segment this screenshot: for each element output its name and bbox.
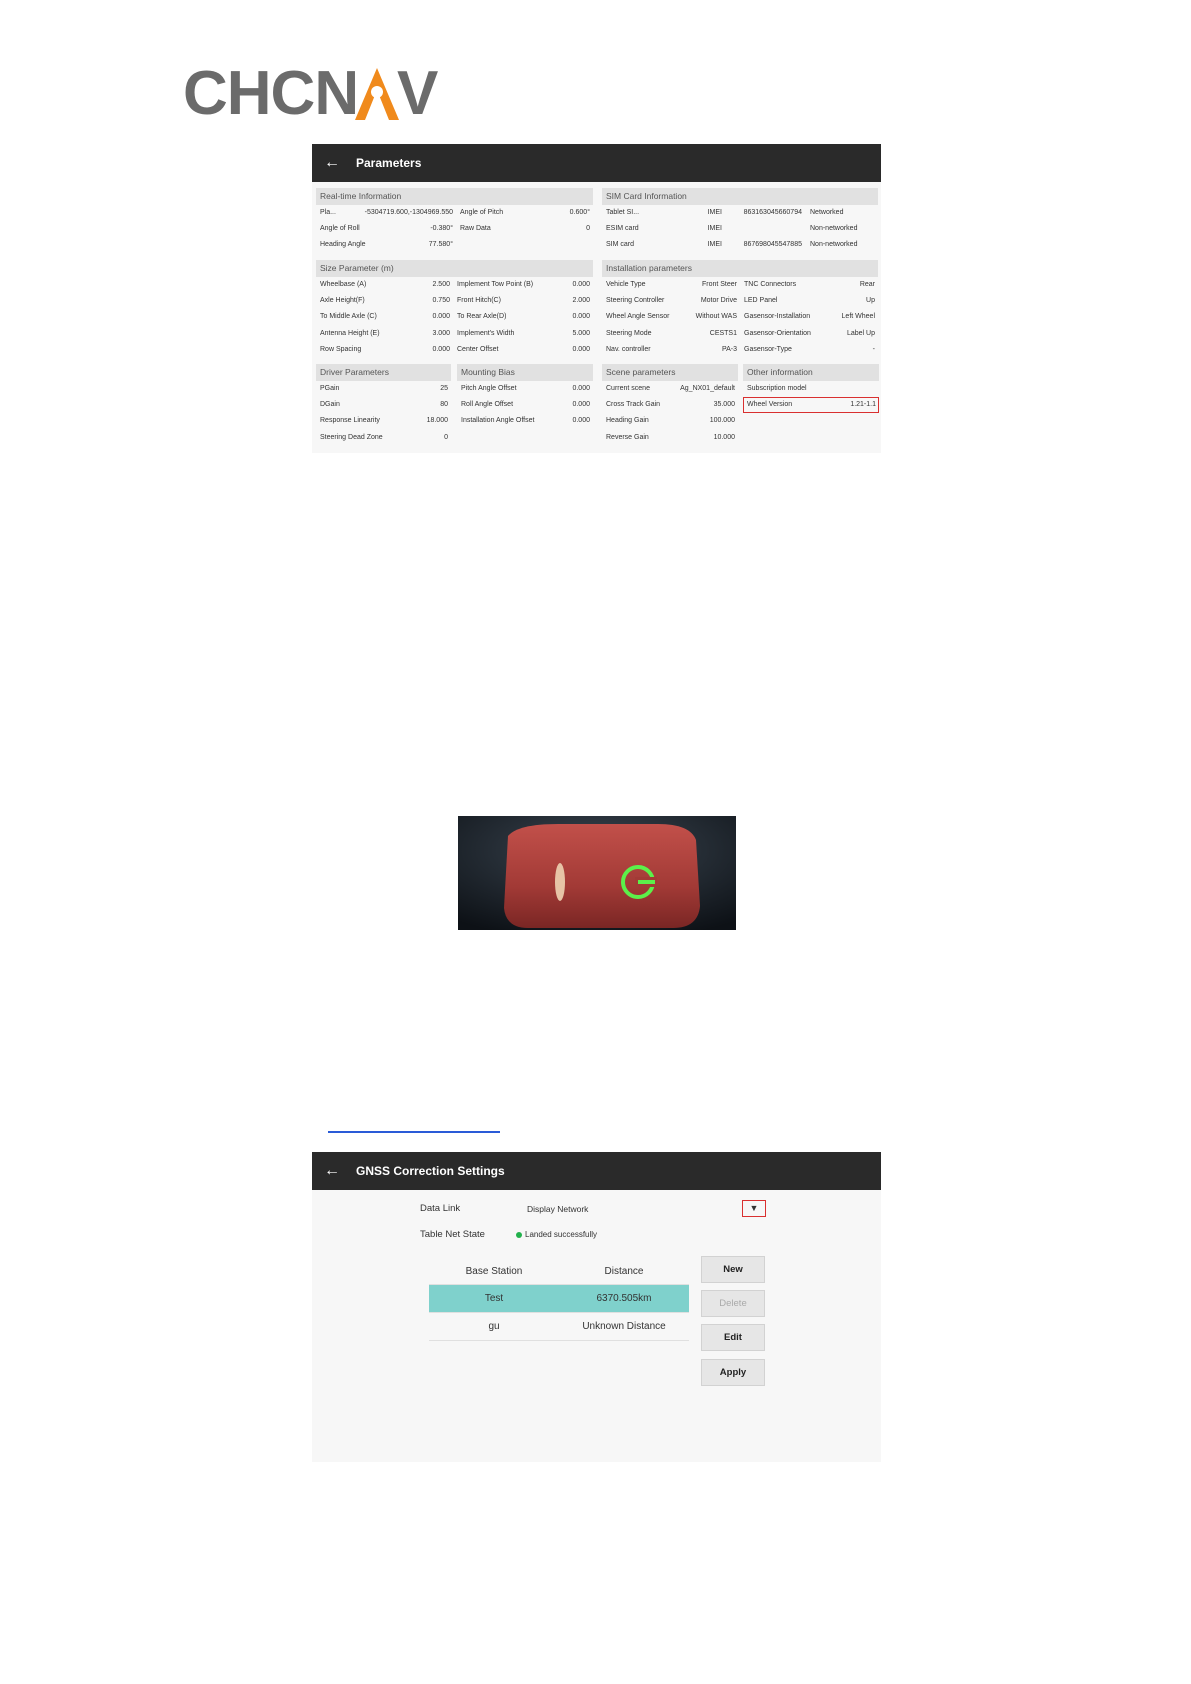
param-value: Without WAS <box>695 313 737 321</box>
param-row <box>602 326 740 342</box>
chcnav-logo-graphic <box>183 64 443 120</box>
apply-button[interactable]: Apply <box>701 1359 765 1386</box>
param-value: 5.000 <box>572 329 590 337</box>
sim-imei <box>722 221 802 237</box>
sim-name: Tablet SI... <box>606 209 640 216</box>
param-row <box>602 430 738 446</box>
param-row <box>740 326 878 342</box>
param-row <box>316 237 456 253</box>
param-key: Heading Gain <box>606 417 649 425</box>
size-left-col <box>316 277 453 358</box>
svg-text:V: V <box>397 64 439 120</box>
param-row <box>456 205 593 221</box>
param-key: Response Linearity <box>320 417 380 425</box>
param-value: 0.750 <box>432 297 450 305</box>
param-value: -0.380° <box>430 225 453 233</box>
param-key: Axle Height(F) <box>320 297 365 305</box>
param-key: Row Spacing <box>320 345 362 353</box>
sim-status: Non-networked <box>810 225 858 233</box>
sim-card-section <box>602 188 878 254</box>
param-row <box>316 326 453 342</box>
section-header: Real-time Information <box>316 188 593 205</box>
base-station-table <box>429 1258 689 1341</box>
param-value: 0.000 <box>572 401 590 409</box>
param-row <box>457 381 593 397</box>
mounting-bias-section <box>457 364 593 430</box>
param-value: - <box>872 345 875 353</box>
driver-parameters-section <box>316 364 451 446</box>
param-value: 0 <box>586 225 590 233</box>
param-key: Gasensor-Orientation <box>744 329 811 337</box>
param-value: Up <box>866 297 875 305</box>
param-row <box>456 221 593 237</box>
realtime-right-col <box>456 205 593 254</box>
param-row <box>316 309 453 325</box>
param-key: LED Panel <box>744 297 778 305</box>
sim-imei: 867698045547885 <box>743 241 802 249</box>
param-row <box>316 430 451 446</box>
size-parameter-section <box>316 260 593 358</box>
param-key: Vehicle Type <box>606 281 646 288</box>
param-key: Angle of Pitch <box>460 209 504 216</box>
param-key: Current scene <box>606 385 650 392</box>
param-value: 0.000 <box>572 385 590 392</box>
param-row <box>316 221 456 237</box>
param-value: 80 <box>440 401 448 409</box>
param-value: 0.000 <box>572 345 590 353</box>
param-key: DGain <box>320 401 340 409</box>
param-key: Angle of Roll <box>320 225 360 233</box>
param-value: 0.000 <box>432 345 450 353</box>
data-link-row <box>420 1200 766 1217</box>
section-header: Size Parameter (m) <box>316 260 593 277</box>
param-row <box>316 293 453 309</box>
param-row <box>602 277 740 293</box>
param-row <box>316 342 453 358</box>
param-key: Front Hitch(C) <box>457 297 501 305</box>
param-key: Wheel Version <box>747 401 793 409</box>
param-row <box>743 381 879 397</box>
install-left-col <box>602 277 740 358</box>
data-link-label: Data Link <box>420 1203 461 1214</box>
chcnav-logo <box>183 64 443 120</box>
param-key: TNC Connectors <box>744 281 797 288</box>
param-key: Cross Track Gain <box>606 401 661 409</box>
station-distance: Unknown Distance <box>582 1321 666 1332</box>
param-value: CESTS1 <box>709 329 737 337</box>
param-key: Implement's Width <box>457 329 515 337</box>
delete-button[interactable]: Delete <box>701 1290 765 1317</box>
section-header: SIM Card Information <box>602 188 878 205</box>
sim-row <box>602 221 878 237</box>
param-value: 0.000 <box>432 313 450 321</box>
sim-row <box>602 205 878 221</box>
param-key: Steering Controller <box>606 297 665 305</box>
param-row <box>602 397 738 413</box>
table-row-selected[interactable] <box>429 1285 689 1313</box>
sim-status: Non-networked <box>810 241 858 249</box>
page-title: Parameters <box>356 156 422 170</box>
link-underline <box>328 1131 500 1133</box>
device-illustration <box>458 816 736 930</box>
status-dot-icon <box>516 1232 522 1238</box>
param-value: -5304719.600,-1304969.550 <box>364 209 453 216</box>
svg-text:CHCN: CHCN <box>183 64 359 120</box>
param-value: Label Up <box>846 329 875 337</box>
param-value: 0.000 <box>572 281 590 288</box>
param-key: Wheel Angle Sensor <box>606 313 670 321</box>
other-information-section <box>743 364 879 413</box>
param-key: Implement Tow Point (B) <box>457 281 534 288</box>
param-value: Ag_NX01_default <box>680 385 735 392</box>
param-key: PGain <box>320 385 340 392</box>
section-header: Driver Parameters <box>316 364 451 381</box>
section-header: Mounting Bias <box>457 364 593 381</box>
param-key: Steering Dead Zone <box>320 433 383 441</box>
param-row <box>602 413 738 429</box>
param-value: 100.000 <box>709 417 735 425</box>
param-value: Front Steer <box>701 281 737 288</box>
param-key: To Rear Axle(D) <box>457 313 507 321</box>
param-key: Reverse Gain <box>606 433 649 441</box>
param-key: Nav. controller <box>606 345 651 353</box>
param-value: 0 <box>444 433 448 441</box>
param-row <box>316 205 456 221</box>
param-value: 18.000 <box>426 417 448 425</box>
param-value: 2.500 <box>432 281 450 288</box>
param-key: Steering Mode <box>606 329 652 337</box>
installation-parameters-section <box>602 260 878 358</box>
param-row <box>453 326 593 342</box>
param-row <box>316 277 453 293</box>
parameters-top-bar <box>312 144 881 182</box>
param-value: 0.600° <box>569 209 590 216</box>
param-row <box>316 413 451 429</box>
size-right-col <box>453 277 593 358</box>
param-key: Subscription model <box>747 385 807 392</box>
param-key: Heading Angle <box>320 241 366 249</box>
param-value: 1.21-1.1 <box>850 401 876 409</box>
net-state-row <box>420 1229 597 1240</box>
param-value: 0.000 <box>572 313 590 321</box>
realtime-info-section <box>316 188 593 254</box>
station-distance: 6370.505km <box>596 1293 652 1304</box>
param-value: 77.580° <box>428 241 453 249</box>
param-row <box>740 293 878 309</box>
data-link-value[interactable]: Display Network <box>527 1203 589 1214</box>
param-value: 3.000 <box>432 329 450 337</box>
param-row <box>316 397 451 413</box>
section-header: Scene parameters <box>602 364 738 381</box>
sim-row <box>602 237 878 253</box>
param-row <box>740 277 878 293</box>
table-header-base-station: Base Station <box>465 1265 523 1277</box>
param-value: 0.000 <box>572 417 590 425</box>
param-row <box>602 342 740 358</box>
param-key: Wheelbase (A) <box>320 281 367 288</box>
table-row[interactable] <box>429 1313 689 1341</box>
param-row <box>740 342 878 358</box>
sim-type: IMEI <box>707 241 722 249</box>
new-button[interactable]: New <box>701 1256 765 1283</box>
param-value: 35.000 <box>713 401 735 409</box>
param-row <box>602 381 738 397</box>
page-title: GNSS Correction Settings <box>356 1164 505 1178</box>
device-led-photo <box>458 816 736 930</box>
param-value: Motor Drive <box>700 297 737 305</box>
param-key: To Middle Axle (C) <box>320 313 377 321</box>
sim-type: IMEI <box>707 225 722 233</box>
section-header: Other information <box>743 364 879 381</box>
parameters-screen <box>312 144 881 453</box>
param-row <box>453 342 593 358</box>
section-header: Installation parameters <box>602 260 878 277</box>
sim-name: SIM card <box>606 241 635 249</box>
data-link-dropdown[interactable] <box>742 1200 766 1217</box>
param-value: 25 <box>440 385 448 392</box>
param-key: Gasensor-Type <box>744 345 792 353</box>
param-row <box>457 397 593 413</box>
param-value: Left Wheel <box>841 313 875 321</box>
param-key: Gasensor-Installation <box>744 313 811 321</box>
param-key: Pitch Angle Offset <box>461 385 517 392</box>
param-value: PA-3 <box>721 345 737 353</box>
wheel-version-row-highlighted <box>743 397 879 413</box>
gnss-correction-screen <box>312 1152 881 1462</box>
param-row <box>602 309 740 325</box>
scene-parameters-section <box>602 364 738 446</box>
param-key: Raw Data <box>460 225 491 233</box>
gnss-top-bar <box>312 1152 881 1190</box>
back-arrow-icon[interactable]: ← <box>324 154 340 171</box>
back-arrow-icon[interactable]: ← <box>324 1162 340 1179</box>
sim-imei: 863163045660794 <box>743 209 802 216</box>
param-row <box>602 293 740 309</box>
station-name: gu <box>488 1321 500 1332</box>
param-row <box>457 413 593 429</box>
net-state-label: Table Net State <box>420 1229 485 1240</box>
sim-name: ESIM card <box>606 225 639 233</box>
param-key: Pla... <box>320 209 336 216</box>
param-row <box>316 381 451 397</box>
edit-button[interactable]: Edit <box>701 1324 765 1351</box>
realtime-left-col <box>316 205 456 254</box>
table-header-distance: Distance <box>604 1265 644 1277</box>
param-key: Roll Angle Offset <box>461 401 514 409</box>
sim-type: IMEI <box>707 209 722 216</box>
param-row <box>453 309 593 325</box>
sim-status: Networked <box>810 209 844 216</box>
net-state-value: Landed successfully <box>525 1230 598 1239</box>
param-value: 10.000 <box>713 433 735 441</box>
param-row <box>453 293 593 309</box>
table-header-row <box>429 1258 689 1285</box>
param-key: Antenna Height (E) <box>320 329 380 337</box>
param-key: Center Offset <box>457 345 499 353</box>
chevron-down-icon: ▼ <box>749 1203 759 1213</box>
param-value: Rear <box>859 281 875 288</box>
param-row <box>453 277 593 293</box>
install-right-col <box>740 277 878 358</box>
param-row <box>740 309 878 325</box>
param-value: 2.000 <box>572 297 590 305</box>
param-key: Installation Angle Offset <box>461 417 535 425</box>
station-name: Test <box>484 1293 504 1304</box>
